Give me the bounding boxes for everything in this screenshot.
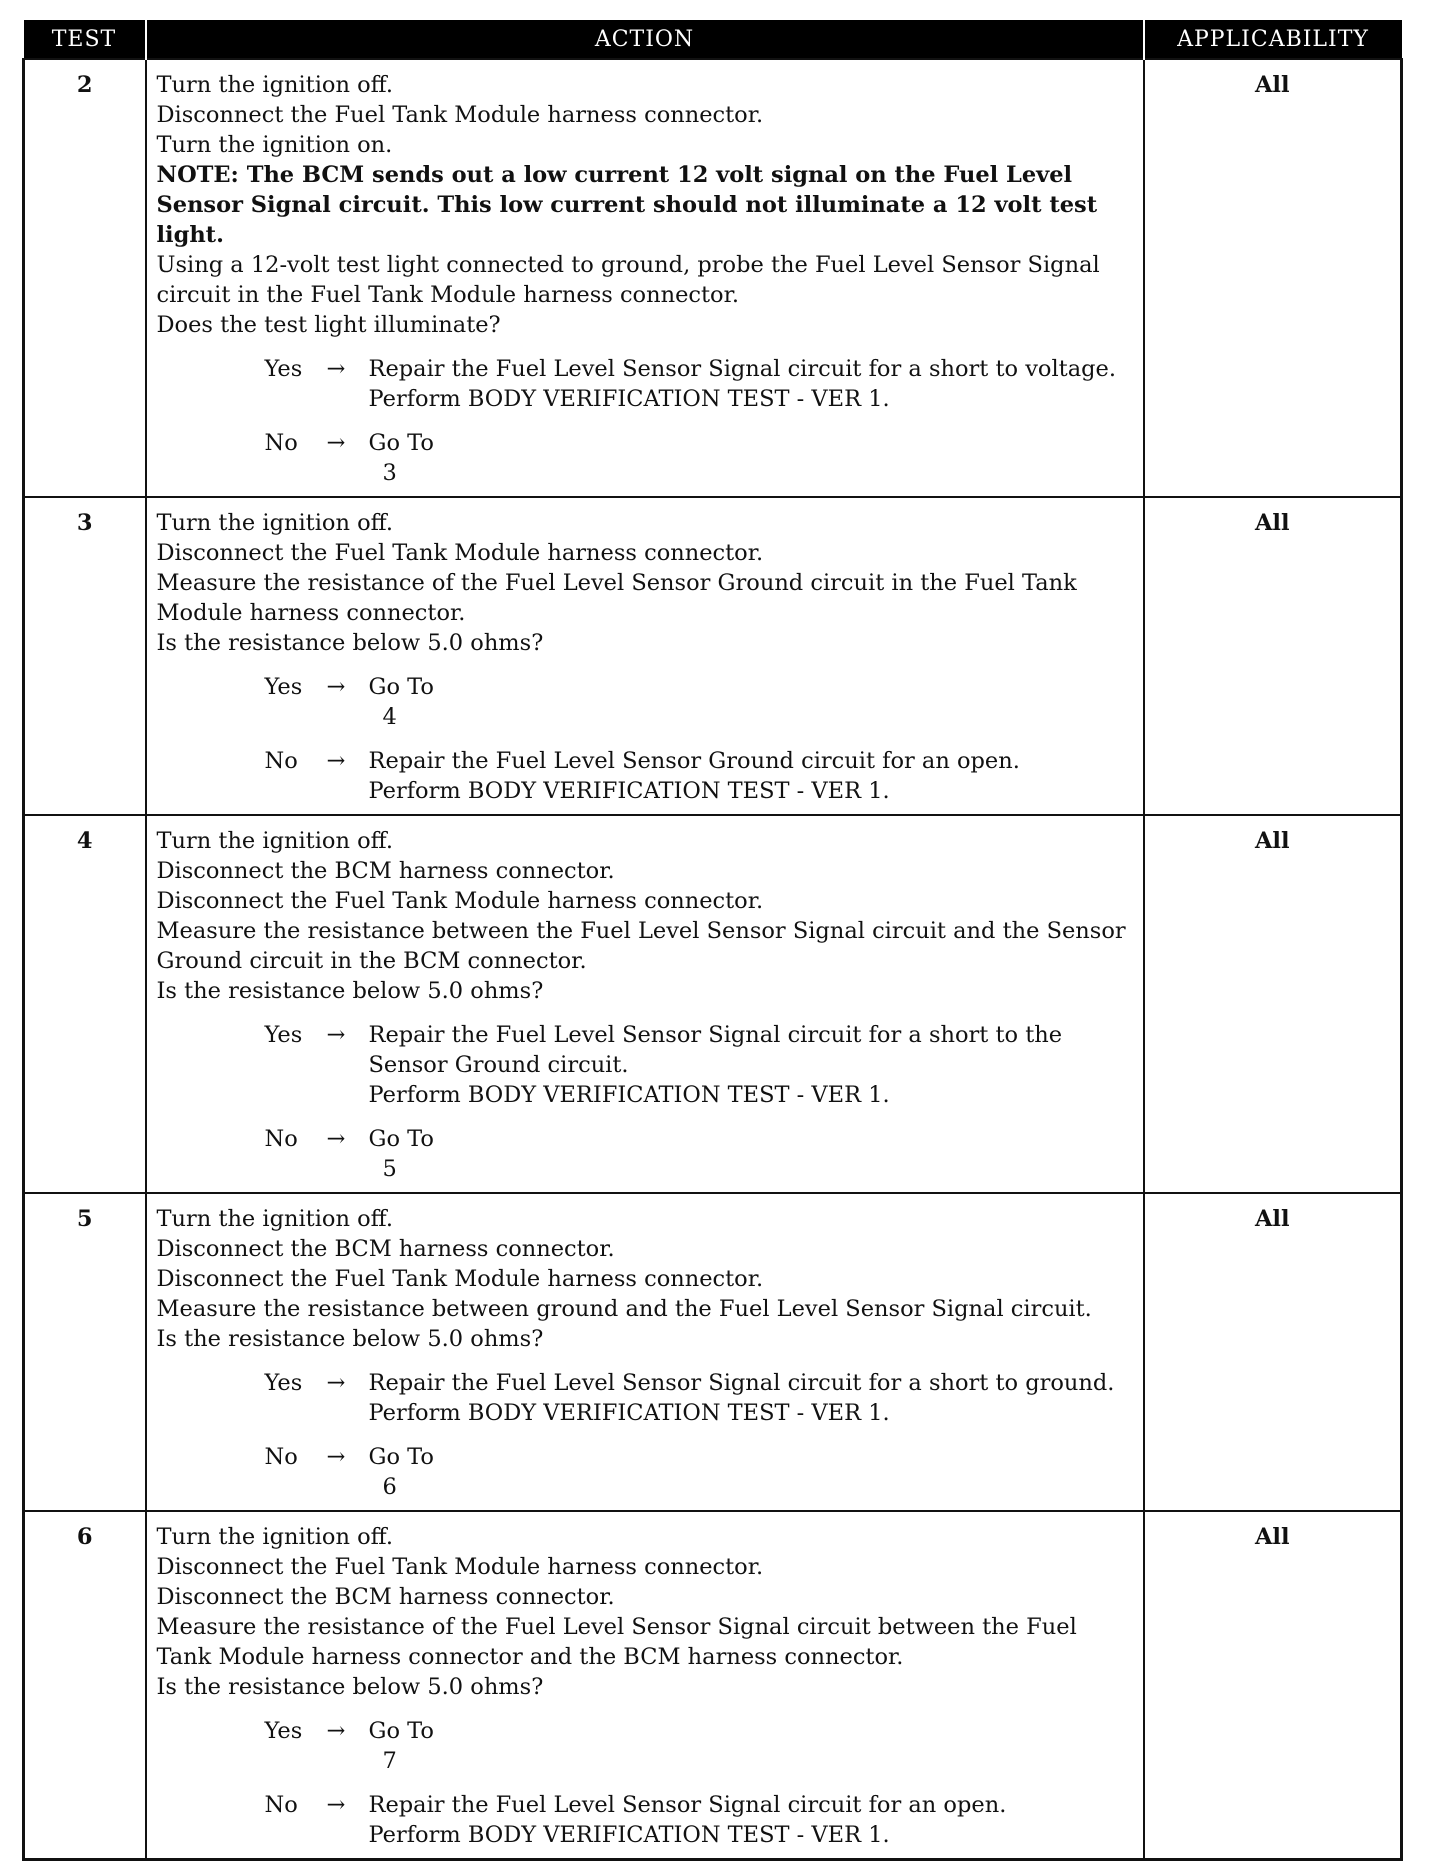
goto-text — [369, 1716, 1135, 1776]
table-row — [24, 59, 1402, 497]
outcome-yes — [265, 354, 1135, 414]
table-row — [24, 815, 1402, 1193]
test-number: 6 — [24, 1511, 146, 1860]
outcome-line: Perform BODY VERIFICATION TEST - VER 1. — [368, 1400, 890, 1426]
arrow-icon: → — [326, 1792, 346, 1818]
outcomes — [157, 1020, 1135, 1184]
action-cell — [146, 815, 1144, 1193]
outcome-text — [369, 428, 1135, 488]
step: Disconnect the BCM harness connector. — [156, 1584, 615, 1610]
arrow-icon: → — [326, 356, 346, 382]
outcome-text — [369, 1442, 1135, 1502]
yes-label: Yes — [264, 1022, 303, 1048]
table-row — [24, 1511, 1402, 1860]
no-label: No — [264, 430, 298, 456]
test-number: 2 — [24, 59, 146, 497]
goto-number: 4 — [382, 704, 397, 730]
arrow-icon: → — [326, 1444, 346, 1470]
outcomes — [157, 1716, 1135, 1850]
step: Turn the ignition off. — [156, 72, 393, 98]
goto-label: Go To — [368, 1444, 434, 1470]
diagnostic-test-table — [22, 20, 1403, 1861]
goto-number: 3 — [382, 460, 397, 486]
outcome-yes — [265, 1716, 1135, 1776]
step: Turn the ignition off. — [156, 828, 393, 854]
arrow-icon: → — [326, 1126, 346, 1152]
outcomes — [157, 672, 1135, 806]
no-label: No — [264, 1444, 298, 1470]
arrow-icon: → — [326, 430, 346, 456]
question: Is the resistance below 5.0 ohms? — [156, 1674, 544, 1700]
goto-text — [369, 1442, 1135, 1502]
outcome-text — [369, 1716, 1135, 1776]
header-applicability: APPLICABILITY — [1144, 20, 1402, 59]
step: Measure the resistance of the Fuel Level Sensor Ground circuit in the Fuel Tank Module harness connector. — [156, 570, 1077, 626]
goto-label: Go To — [368, 674, 434, 700]
step: Turn the ignition off. — [156, 510, 393, 536]
outcome-text — [369, 672, 1135, 732]
yes-label: Yes — [264, 1718, 303, 1744]
step: Measure the resistance of the Fuel Level Sensor Signal circuit between the Fuel Tank Module harness connector and the BCM harness connector. — [156, 1614, 1077, 1670]
step: Disconnect the Fuel Tank Module harness connector. — [156, 1554, 764, 1580]
outcomes — [157, 354, 1135, 488]
goto-label: Go To — [368, 1126, 434, 1152]
applicability: All — [1144, 59, 1402, 497]
applicability: All — [1144, 1193, 1402, 1511]
step: Turn the ignition on. — [156, 132, 393, 158]
outcome-line: Repair the Fuel Level Sensor Ground circuit for an open. — [368, 748, 1020, 774]
diagnostic-test-table-page — [22, 20, 1400, 1861]
goto-text — [369, 428, 1135, 488]
arrow-icon: → — [326, 1370, 346, 1396]
goto-number: 5 — [382, 1156, 397, 1182]
applicability: All — [1144, 815, 1402, 1193]
step: Disconnect the Fuel Tank Module harness connector. — [156, 888, 764, 914]
step: Disconnect the Fuel Tank Module harness connector. — [156, 102, 764, 128]
goto-label: Go To — [368, 1718, 434, 1744]
outcome-text — [369, 1368, 1135, 1428]
yes-label: Yes — [264, 1370, 303, 1396]
step: Turn the ignition off. — [156, 1524, 393, 1550]
action-cell — [146, 59, 1144, 497]
step: Using a 12-volt test light connected to ground, probe the Fuel Level Sensor Signal circuit in the Fuel Tank Module harness connector. — [156, 252, 1100, 308]
outcome-no — [265, 1124, 1135, 1184]
arrow-icon: → — [326, 674, 346, 700]
outcome-line: Repair the Fuel Level Sensor Signal circuit for a short to the Sensor Ground circuit. — [368, 1022, 1063, 1078]
no-label: No — [264, 1792, 298, 1818]
arrow-icon: → — [326, 1718, 346, 1744]
action-cell — [146, 1511, 1144, 1860]
arrow-icon: → — [326, 1022, 346, 1048]
test-number: 4 — [24, 815, 146, 1193]
outcome-text — [369, 354, 1135, 414]
outcome-yes — [265, 1020, 1135, 1110]
step: Turn the ignition off. — [156, 1206, 393, 1232]
header-test: TEST — [24, 20, 146, 59]
goto-text — [369, 1124, 1135, 1184]
outcome-line: Perform BODY VERIFICATION TEST - VER 1. — [368, 1082, 890, 1108]
action-cell — [146, 1193, 1144, 1511]
table-header — [24, 20, 1402, 59]
question: Is the resistance below 5.0 ohms? — [156, 630, 544, 656]
step: Disconnect the BCM harness connector. — [156, 858, 615, 884]
applicability: All — [1144, 497, 1402, 815]
outcome-text — [369, 1020, 1135, 1110]
step: Measure the resistance between ground and the Fuel Level Sensor Signal circuit. — [156, 1296, 1092, 1322]
outcome-text — [369, 1790, 1135, 1850]
no-label: No — [264, 1126, 298, 1152]
header-action: ACTION — [146, 20, 1144, 59]
goto-text — [369, 672, 1135, 732]
outcome-no — [265, 746, 1135, 806]
goto-label: Go To — [368, 430, 434, 456]
table-row — [24, 1193, 1402, 1511]
goto-number: 6 — [382, 1474, 397, 1500]
outcome-no — [265, 1790, 1135, 1850]
test-number: 3 — [24, 497, 146, 815]
outcomes — [157, 1368, 1135, 1502]
no-label: No — [264, 748, 298, 774]
action-cell — [146, 497, 1144, 815]
outcome-text — [369, 746, 1135, 806]
arrow-icon: → — [326, 748, 346, 774]
question: Does the test light illuminate? — [156, 312, 501, 338]
yes-label: Yes — [264, 356, 303, 382]
step: Measure the resistance between the Fuel Level Sensor Signal circuit and the Sensor Ground circuit in the BCM connector. — [156, 918, 1126, 974]
outcome-text — [369, 1124, 1135, 1184]
outcome-line: Perform BODY VERIFICATION TEST - VER 1. — [368, 778, 890, 804]
outcome-no — [265, 428, 1135, 488]
outcome-no — [265, 1442, 1135, 1502]
outcome-yes — [265, 672, 1135, 732]
outcome-yes — [265, 1368, 1135, 1428]
outcome-line: Perform BODY VERIFICATION TEST - VER 1. — [368, 1822, 890, 1848]
yes-label: Yes — [264, 674, 303, 700]
test-number: 5 — [24, 1193, 146, 1511]
outcome-line: Repair the Fuel Level Sensor Signal circuit for a short to voltage. — [368, 356, 1116, 382]
outcome-line: Repair the Fuel Level Sensor Signal circuit for a short to ground. — [368, 1370, 1115, 1396]
question: Is the resistance below 5.0 ohms? — [156, 1326, 544, 1352]
question: Is the resistance below 5.0 ohms? — [156, 978, 544, 1004]
note: NOTE: The BCM sends out a low current 12 volt signal on the Fuel Level Sensor Signal circuit. This low current should not illuminate a 12 volt test light. — [156, 162, 1098, 248]
step: Disconnect the BCM harness connector. — [156, 1236, 615, 1262]
table-row — [24, 497, 1402, 815]
step: Disconnect the Fuel Tank Module harness connector. — [156, 1266, 764, 1292]
outcome-line: Perform BODY VERIFICATION TEST - VER 1. — [368, 386, 890, 412]
outcome-line: Repair the Fuel Level Sensor Signal circuit for an open. — [368, 1792, 1007, 1818]
applicability: All — [1144, 1511, 1402, 1860]
goto-number: 7 — [382, 1748, 397, 1774]
step: Disconnect the Fuel Tank Module harness connector. — [156, 540, 764, 566]
